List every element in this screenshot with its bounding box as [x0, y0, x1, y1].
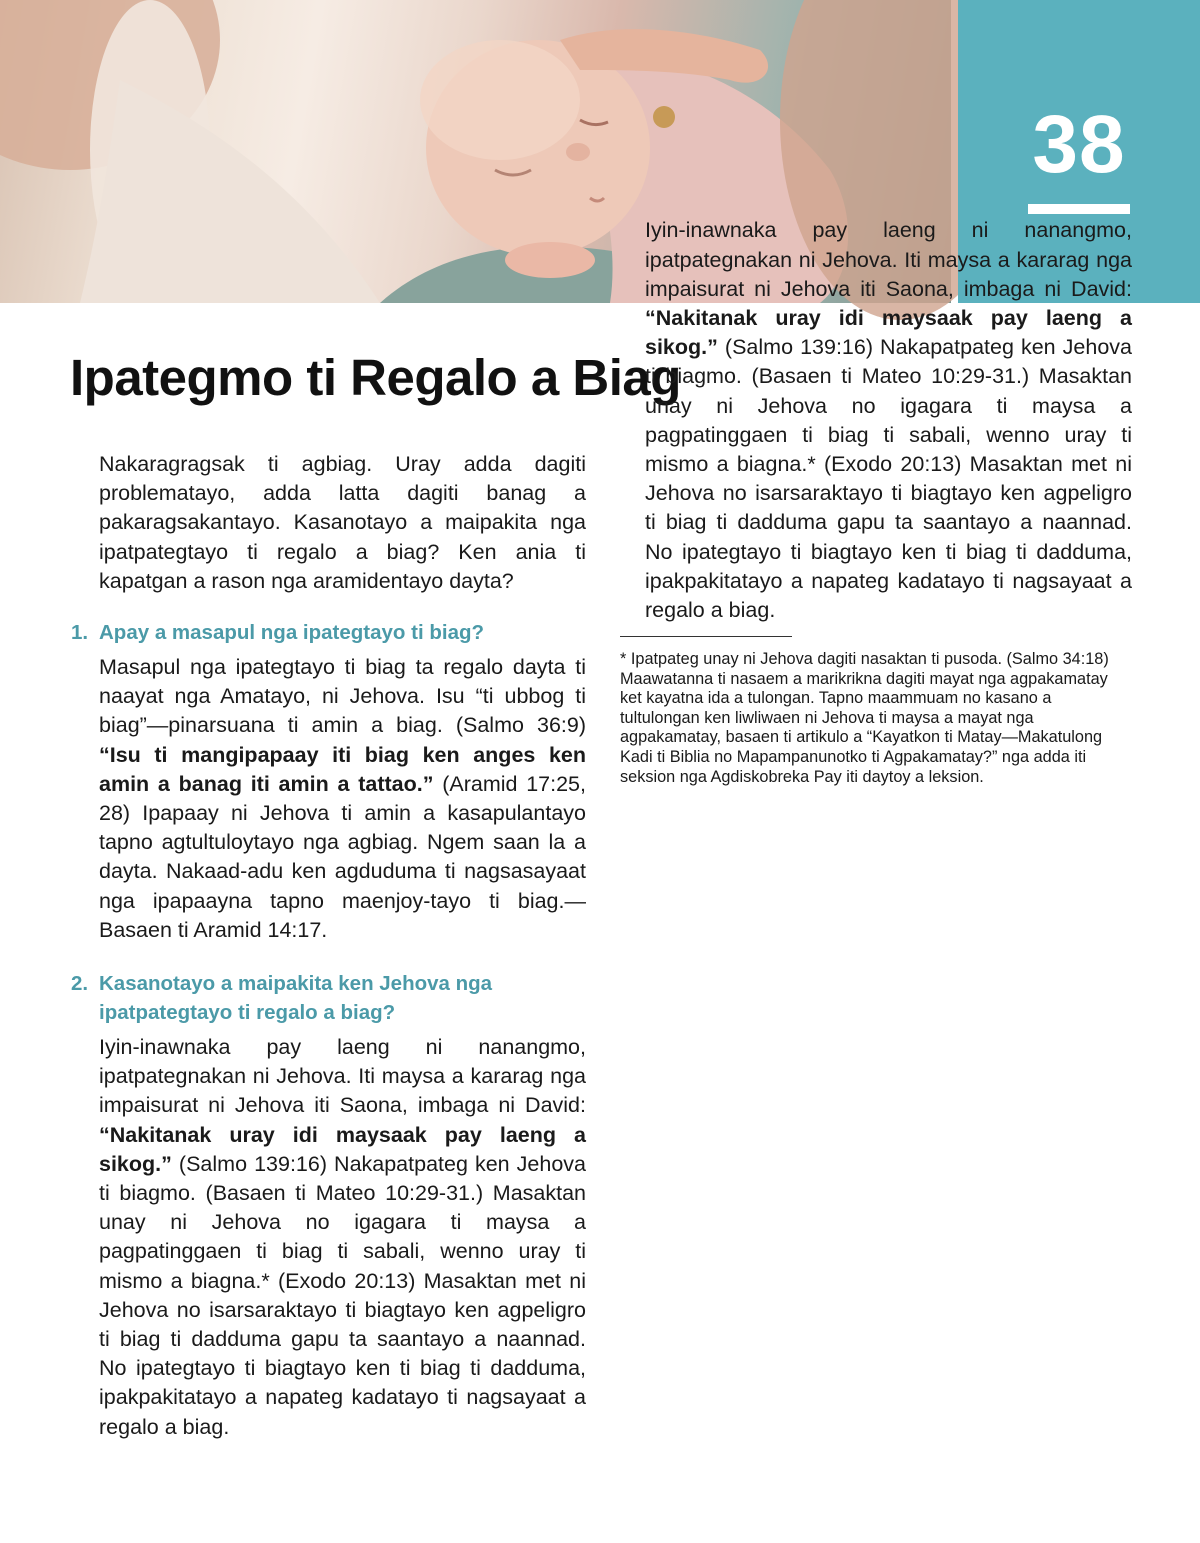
- question-1: [71, 618, 586, 647]
- right-column-inner: [645, 216, 1132, 625]
- left-column: [71, 450, 586, 1439]
- scripture-quote-2: “Nakitanak uray idi maysaak pay laeng a sikog.”: [99, 1122, 586, 1176]
- section-2-paragraph: Iyin-inawnaka pay laeng ni nanangmo, ipatpategnakan ni Jehova. Iti maysa a kararag nga impaisurat ni Jehova iti Saona, imbaga ni David: “Nakitanak uray idi maysaak pay laeng a sikog.” (Salmo 139:16) Nakapatpateg ken Jehova ti biagmo. (Basaen ti Mateo 10:29-31.) Masaktan unay ni Jehova no igagara ti maysa a pagpatinggaen ti biag ti sabali, wenno uray ti mismo a biagna.* (Exodo 20:13) Masaktan met ni Jehova no isarsaraktayo ti biagtayo ken agpeligro ti biag ti dadduma gapu ta saantayo a naannad. No ipategtayo ti biagtayo ken ti biag ti dadduma, ipakpakitatayo a napateg kadatayo ti nagsayaat a regalo a biag.: [99, 1035, 586, 1439]
- question-1-text: Apay a masapul nga ipategtayo ti biag?: [99, 621, 485, 645]
- lesson-title: Ipategmo ti Regalo a Biag: [70, 349, 681, 406]
- footnote: * Ipatpateg unay ni Jehova dagiti nasaktan ti pusoda. (Salmo 34:18) Maawatanna ti nasaem a marikrikna dagiti mayat nga agpakamatay ket kayatna ida a tulongan. Tapno maammuam no kasano a tultulongan ken liwliwaen ni Jehova ti maysa a mayat nga agpakamatay, basaen ti artikulo a “Kayatkon ti Matay—Makatulong Kadi ti Biblia no Mapampanunotko ti Agpakamatay?” nga adda iti seksion nga Agdiskobreka Pay iti daytoy a leksion.: [620, 650, 1109, 786]
- question-1-number: 1.: [71, 621, 89, 645]
- section-1-paragraph: Masapul nga ipategtayo ti biag ta regalo dayta ti naayat nga Amatayo, ni Jehova. Isu “ti ubbog ti biag”—pinarsuana ti amin a biag. (Salmo 36:9) “Isu ti mangipapaay iti biag ken anges ken amin a banag iti amin a tattao.” (Aramid 17:25, 28) Ipapaay ni Jehova ti amin a kasapulantayo tapno agtultuloytayo nga agbiag. Ngem saan la a dayta. Nakaad-adu ken agduduma ti nagsasayaat nga ipapaayna tapno maenjoy-tayo ti biag.—Basaen ti Aramid 14:17.: [99, 655, 586, 942]
- question-2: [71, 969, 586, 1027]
- chapter-number: 38: [1032, 99, 1126, 190]
- scripture-quote-1: “Isu ti mangipapaay iti biag ken anges ken amin a banag iti amin a tattao.”: [99, 742, 586, 796]
- intro-paragraph: Nakaragragsak ti agbiag. Uray adda dagiti problematayo, adda latta dagiti banag a pakaragsakantayo. Kasanotayo a maipakita nga ipatpategtayo ti regalo a biag? Ken ania ti kapatgan a rason nga aramidentayo dayta?: [99, 452, 586, 593]
- right-column: [645, 218, 1132, 625]
- chapter-rule: [1028, 204, 1130, 214]
- question-2-text: Kasanotayo a maipakita ken Jehova nga ipatpategtayo ti regalo a biag?: [99, 972, 493, 1025]
- section-2-paragraph-continued: Iyin-inawnaka pay laeng ni nanangmo, ipatpategnakan ni Jehova. Iti maysa a kararag nga impaisurat ni Jehova iti Saona, imbaga ni David: “Nakitanak uray idi maysaak pay laeng a sikog.” (Salmo 139:16) Nakapatpateg ken Jehova ti biagmo. (Basaen ti Mateo 10:29-31.) Masaktan unay ni Jehova no igagara ti maysa a pagpatinggaen ti biag ti sabali, wenno uray ti mismo a biagna.* (Exodo 20:13) Masaktan met ni Jehova no isarsaraktayo ti biagtayo ken agpeligro ti biag ti dadduma gapu ta saantayo a naannad. No ipategtayo ti biagtayo ken ti biag ti dadduma, ipakpakitatayo a napateg kadatayo ti nagsayaat a regalo a biag.: [645, 218, 1132, 623]
- question-2-number: 2.: [71, 972, 89, 996]
- section-2-paragraph-overflow-clip: [99, 1033, 586, 1439]
- footnote-divider: [620, 636, 792, 637]
- scripture-quote-2: “Nakitanak uray idi maysaak pay laeng a sikog.”: [645, 306, 1132, 360]
